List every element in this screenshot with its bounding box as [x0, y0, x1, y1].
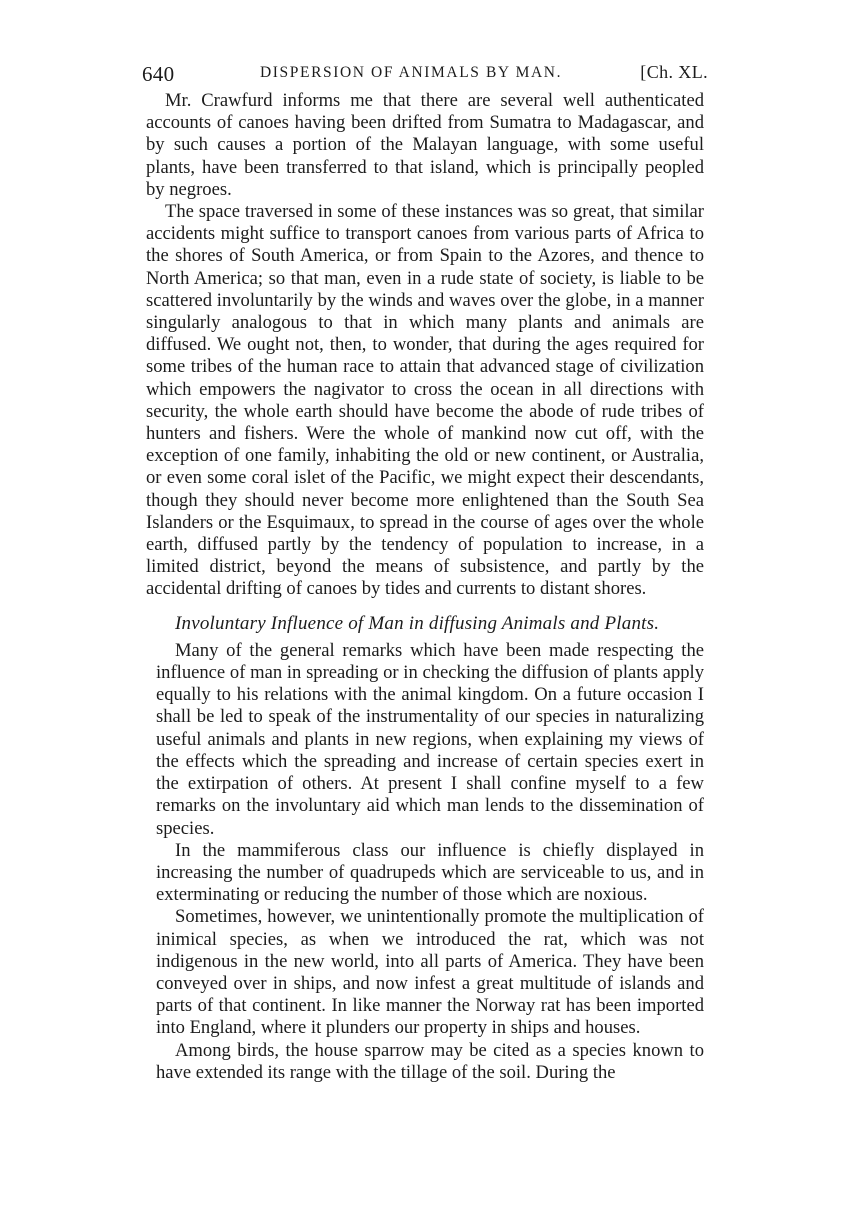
page-header — [142, 62, 708, 90]
paragraph-birds: Among birds, the house sparrow may be cited as a species known to have extended its range with the tillage of the soil. During the — [156, 1039, 704, 1083]
section-spacer — [146, 601, 704, 613]
running-title: DISPERSION OF ANIMALS BY MAN. — [260, 64, 563, 81]
page-number: 640 — [142, 62, 175, 86]
section-heading: Involuntary Influence of Man in diffusing Animals and Plants. — [175, 612, 660, 634]
paragraph-general-remarks: Many of the general remarks which have been made respecting the influence of man in spreading or in checking the diffusion of plants apply equally to his relations with the animal kingdom. On a future occasion I shall be led to speak of the instrumentality of our species in naturalizing useful animals and plants in new regions, when explaining my views of the effects which the spreading and increase of certain species exert in the extirpation of others. At present I shall confine myself to a few remarks on the involuntary aid which man lends to the dissemination of species. — [156, 639, 704, 839]
paragraph-inimical-species: Sometimes, however, we unintentionally promote the multiplication of inimical species, as when we introduced the rat, which was not indigenous in the new world, into all parts of America. They have been conveyed over in ships, and now infest a great multitude of islands and parts of that continent. In like manner the Norway rat has been imported into England, where it plunders our property in ships and houses. — [156, 906, 704, 1039]
chapter-reference: [Ch. XL. — [640, 62, 708, 82]
paragraph-mammiferous-class: In the mammiferous class our influence is chiefly displayed in increasing the number of quadrupeds which are serviceable to us, and in exterminating or reducing the number of those which are noxious. — [156, 839, 704, 906]
page-body — [146, 90, 704, 1084]
section-involuntary-influence — [146, 613, 704, 1084]
paragraph-crawfurd: Mr. Crawfurd informs me that there are several well authenticated accounts of canoes having been drifted from Sumatra to Madagascar, and by such causes a portion of the Malayan language, with some useful plants, have been transferred to that island, which is principally peopled by negroes. — [146, 90, 704, 200]
paragraph-space-traversed: The space traversed in some of these instances was so great, that similar accidents might suffice to transport canoes from various parts of Africa to the shores of South America, or from Spain to the Azores, and thence to North America; so that man, even in a rude state of society, is liable to be scattered involuntarily by the winds and waves over the globe, in a manner singularly analogous to that in which many plants and animals are diffused. We ought not, then, to wonder, that during the ages required for some tribes of the human race to attain that advanced stage of civilization which empowers the nagivator to cross the ocean in all directions with security, the whole earth should have become the abode of rude tribes of hunters and fishers. Were the whole of mankind now cut off, with the exception of one family, inhabiting the old or new continent, or Australia, or even some coral islet of the Pacific, we might expect their descendants, though they should never become more enlightened than the South Sea Islanders or the Esquimaux, to spread in the course of ages over the whole earth, diffused partly by the tendency of population to increase, in a limited district, beyond the means of subsistence, and partly by the accidental drifting of canoes by tides and currents to distant shores. — [146, 201, 704, 600]
